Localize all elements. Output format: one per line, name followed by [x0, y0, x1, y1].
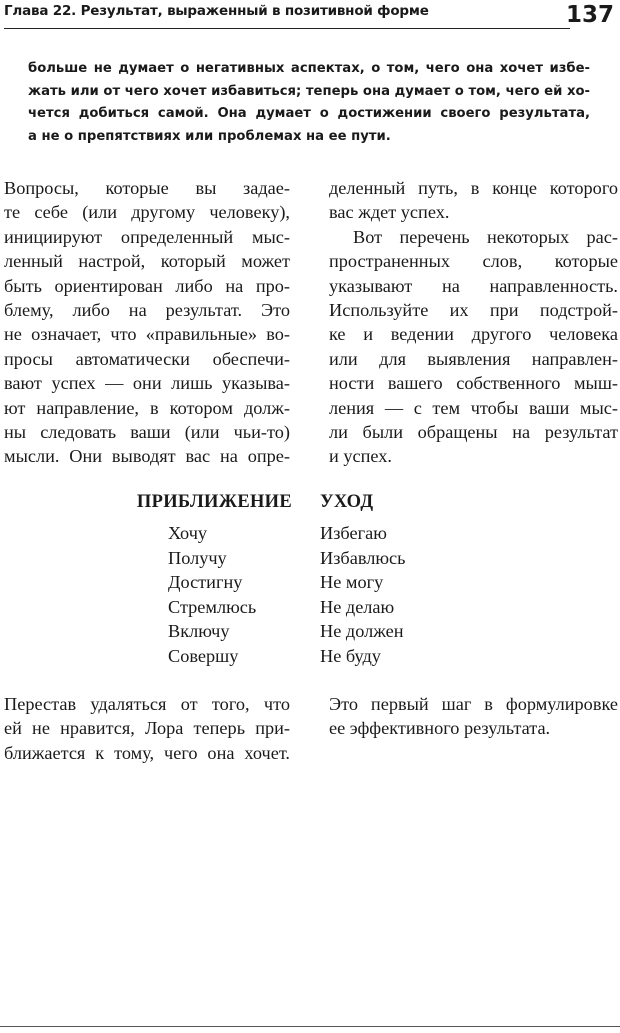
running-header: [4, 0, 616, 34]
text-line: ности вашего собственного мыш-: [329, 373, 618, 394]
text-line: не означает, что «правильные» во-: [4, 324, 290, 345]
text-line: ей не нравится, Лора теперь при-: [4, 718, 290, 739]
text-line: мысли. Они выводят вас на опре-: [4, 446, 290, 467]
lead-line: а не о препятствиях или проблемах на ее пути.: [28, 128, 391, 144]
text-line: блему, либо на результат. Это: [4, 300, 290, 321]
chapter-title: Глава 22. Результат, выраженный в позитивной форме: [4, 3, 429, 19]
lead-line: чется добиться самой. Она думает о достижении своего результата,: [28, 106, 590, 121]
text-line: Используйте их при подстрой-: [329, 300, 618, 321]
lead-line: жать или от чего хочет избавиться; теперь она думает о том, чего ей хо-: [28, 83, 590, 99]
text-line: ке и ведении другого человека: [329, 324, 618, 345]
text-line: ближается к тому, чего она хочет.: [4, 742, 290, 763]
text-line: те себе (или другому человеку),: [4, 202, 290, 223]
closing-right-text: [329, 692, 618, 741]
page-number: 137: [565, 2, 614, 28]
text-line: и успех.: [329, 446, 392, 467]
approach-word: Стремлюсь: [168, 596, 257, 617]
closing-left-text: [4, 692, 290, 765]
text-line: просы автоматически обеспечи-: [4, 348, 290, 369]
avoid-word: Не делаю: [320, 596, 395, 617]
text-line: указывают на направленность.: [329, 275, 618, 296]
footer-rule: [0, 1026, 620, 1027]
text-line: ее эффективного результата.: [329, 718, 551, 739]
text-line: или для выявления направлен-: [329, 348, 618, 369]
text-line: инициируют определенный мыс-: [4, 226, 290, 247]
text-line: Перестав удаляться от того, что: [4, 694, 290, 714]
avoid-word: Не должен: [320, 621, 404, 642]
avoid-word: Избавлюсь: [320, 547, 406, 568]
approach-word: Включу: [168, 621, 230, 642]
avoid-word: Избегаю: [320, 523, 387, 543]
avoid-word: Не буду: [320, 645, 381, 666]
text-line: Это первый шаг в формулировке: [329, 694, 618, 714]
text-line: быть ориентирован либо на про-: [4, 275, 290, 296]
text-line: ли были обращены на результат: [329, 422, 618, 443]
lead-line: больше не думает о негативных аспектах, о том, чего она хочет избе-: [28, 61, 590, 76]
text-line: ления — с тем чтобы ваши мыс-: [329, 397, 618, 418]
approach-word: Достигну: [168, 572, 243, 593]
right-column-text: [329, 176, 618, 469]
text-line: ленный настрой, который может: [4, 251, 290, 272]
approach-word: Хочу: [168, 523, 208, 543]
text-line: ют направление, в котором долж-: [4, 397, 290, 418]
text-line: пространенных слов, которые: [329, 251, 618, 272]
text-line: вают успех — они лишь указыва-: [4, 373, 290, 394]
approach-heading: ПРИБЛИЖЕНИЕ: [136, 492, 292, 512]
text-line: ны следовать ваши (или чьи-то): [4, 422, 290, 443]
text-line: Вопросы, которые вы задае-: [4, 178, 290, 198]
avoid-word: Не могу: [320, 572, 384, 593]
approach-word-list: [168, 521, 256, 669]
text-line: Вот перечень некоторых рас-: [353, 226, 618, 247]
avoid-word-list: [320, 521, 405, 669]
approach-word: Получу: [168, 547, 227, 568]
avoid-heading: УХОД: [320, 492, 374, 512]
header-rule: [4, 28, 570, 29]
left-column-text: [4, 176, 290, 469]
text-line: вас ждет успех.: [329, 202, 450, 223]
approach-word: Совершу: [168, 645, 239, 666]
lead-paragraph: [28, 58, 590, 148]
text-line: деленный путь, в конце которого: [329, 178, 618, 198]
